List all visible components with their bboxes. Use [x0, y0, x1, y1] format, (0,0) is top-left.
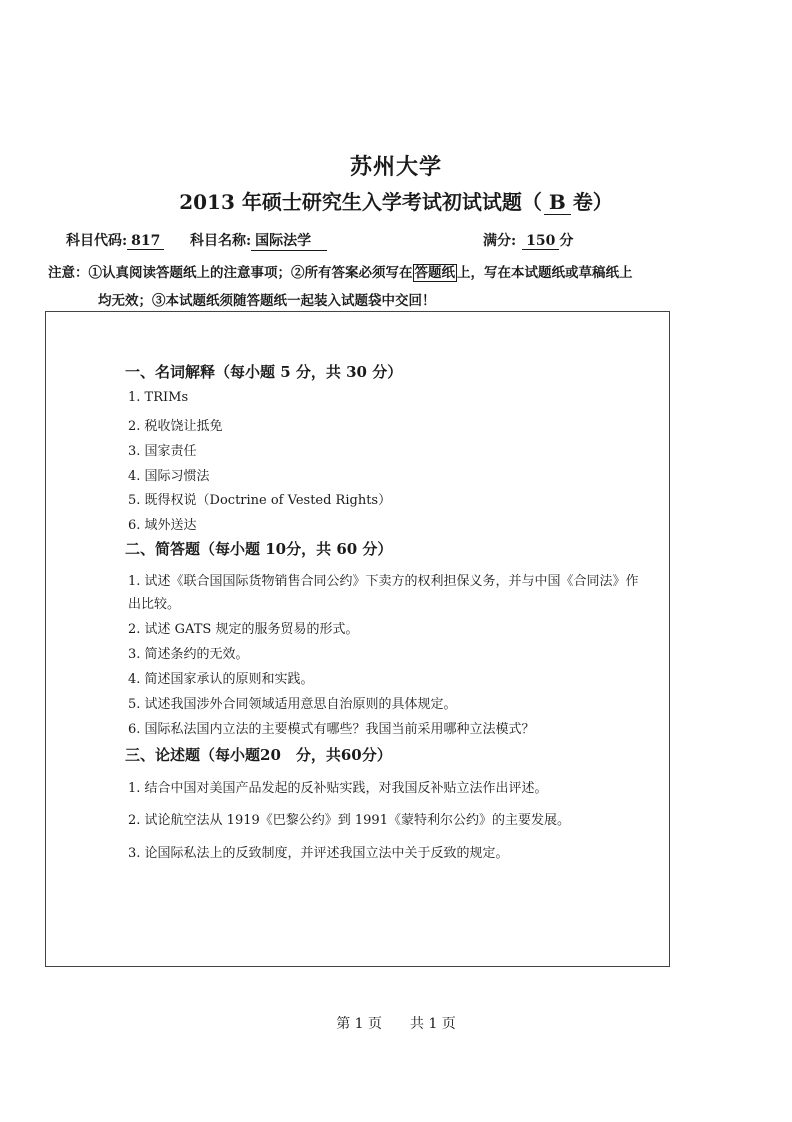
exam-title-suffix: 卷）	[572, 190, 613, 214]
section-2-item: 2. 试述 GATS 规定的服务贸易的形式。	[128, 622, 359, 637]
volume-label: B	[544, 190, 571, 215]
section-2-item: 6. 国际私法国内立法的主要模式有哪些？我国当前采用哪种立法模式？	[128, 722, 535, 737]
notice-line-1-end: 上，写在本试题纸或草稿纸上	[457, 265, 633, 281]
notice-line-2: 均无效；③本试题纸须随答题纸一起装入试题袋中交回！	[98, 293, 436, 309]
section-2-item: 出比较。	[128, 597, 181, 612]
full-score-value: 150	[522, 233, 559, 250]
subject-code-value: 817	[127, 233, 164, 250]
section-1-item: 1. TRIMs	[128, 390, 189, 405]
section-3-item: 3. 论国际私法上的反致制度，并评述我国立法中关于反致的规定。	[128, 846, 509, 861]
exam-title-prefix: 2013 年硕士研究生入学考试初试试题（	[179, 190, 542, 214]
section-3-item: 2. 试论航空法从 1919《巴黎公约》到 1991《蒙特利尔公约》的主要发展。	[128, 813, 570, 828]
section-1-item: 3. 国家责任	[128, 444, 197, 459]
section-1-item: 6. 域外送达	[128, 518, 197, 533]
section-2-heading: 二、简答题（每小题 10分，共 60 分）	[125, 540, 393, 558]
full-score-unit: 分	[559, 233, 574, 249]
section-2-item: 5. 试述我国涉外合同领域适用意思自治原则的具体规定。	[128, 697, 457, 712]
section-2-item: 1. 试述《联合国国际货物销售合同公约》下卖方的权利担保义务，并与中国《合同法》作	[128, 574, 639, 589]
subject-code-label: 科目代码:	[66, 233, 128, 249]
section-3-heading: 三、论述题（每小题20 分，共60分）	[125, 746, 392, 764]
section-1-item: 4. 国际习惯法	[128, 469, 210, 484]
section-1-item: 5. 既得权说（Doctrine of Vested Rights）	[128, 493, 392, 508]
subject-name-label: 科目名称:	[190, 233, 252, 249]
answer-sheet-box: 答题纸	[414, 265, 455, 281]
section-2-item: 3. 简述条约的无效。	[128, 647, 249, 662]
section-1-item: 2. 税收饶让抵免	[128, 419, 223, 434]
subject-name-value: 国际法学	[251, 230, 327, 251]
exam-title	[0, 186, 792, 215]
subject-name	[190, 230, 327, 251]
section-3-item: 1. 结合中国对美国产品发起的反补贴实践，对我国反补贴立法作出评述。	[128, 781, 548, 796]
full-score-label: 满分:	[483, 233, 517, 249]
subject-code	[66, 230, 164, 250]
page-footer: 第 1 页 共 1 页	[336, 1016, 456, 1032]
notice-line-1-start: 注意：①认真阅读答题纸上的注意事项；②所有答案必须写在	[48, 265, 413, 281]
university-title: 苏州大学	[349, 154, 442, 180]
full-score	[483, 230, 573, 250]
question-frame	[45, 311, 670, 967]
section-2-item: 4. 简述国家承认的原则和实践。	[128, 672, 314, 687]
section-1-heading: 一、名词解释（每小题 5 分，共 30 分）	[125, 363, 403, 381]
notice-line-1	[48, 261, 633, 281]
